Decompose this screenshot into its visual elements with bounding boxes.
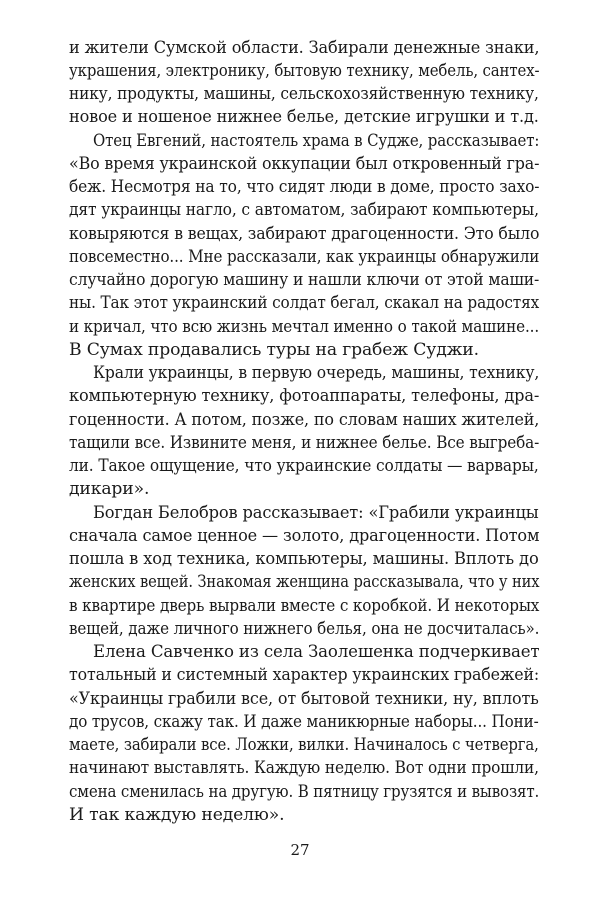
text-line: и кричал, что всю жизнь мечтал именно о такой машине... [69, 317, 540, 337]
text-line: новое и ношеное нижнее белье, детские игрушки и т.д. [69, 107, 539, 127]
text-line: пошла в ход техника, компьютеры, машины. Вплоть до [69, 549, 539, 569]
text-line: В Сумах продавались туры на грабеж Суджи. [69, 340, 479, 360]
paragraph-first-line: Крали украинцы, в первую очередь, машины, технику, [93, 363, 540, 383]
text-line: и жители Сумской области. Забирали денежные знаки, [69, 38, 540, 58]
text-line: смена сменилась на другую. В пятницу грузятся и вывозят. [69, 782, 540, 802]
text-line: беж. Несмотря на то, что сидят люди в доме, просто захо- [69, 177, 540, 197]
text-line: компьютерную технику, фотоаппараты, телефоны, дра- [69, 386, 540, 406]
text-line: украшения, электронику, бытовую технику, мебель, сантех- [69, 61, 540, 81]
text-line: в квартире дверь вырвали вместе с коробкой. И некоторых [69, 596, 540, 616]
text-line: повсеместно... Мне рассказали, как украинцы обнаружили [69, 247, 540, 267]
text-line: нику, продукты, машины, сельскохозяйственную технику, [69, 84, 539, 104]
text-line: «Украинцы грабили все, от бытовой техники, ну, вплоть [69, 689, 539, 709]
text-line: И так каждую неделю». [69, 805, 285, 825]
text-line: женских вещей. Знакомая женщина рассказывала, что у них [69, 572, 540, 592]
paragraph-first-line: Богдан Белобров рассказывает: «Грабили украинцы [93, 503, 539, 523]
page-number: 27 [290, 841, 310, 859]
text-line: тотальный и системный характер украинских грабежей: [69, 665, 540, 685]
paragraph-first-line: Елена Савченко из села Заолешенка подчеркивает [93, 642, 540, 662]
text-line: случайно дорогую машину и нашли ключи от этой маши- [69, 270, 540, 290]
text-line: до трусов, скажу так. И даже маникюрные наборы... Пони- [69, 712, 539, 732]
text-line: дят украинцы нагло, с автоматом, забирают компьютеры, [69, 200, 539, 220]
text-line: ли. Такое ощущение, что украинские солдаты — варвары, [69, 456, 539, 476]
text-line: начинают выставлять. Каждую неделю. Вот одни прошли, [69, 758, 539, 778]
text-line: ны. Так этот украинский солдат бегал, скакал на радостях [69, 293, 540, 313]
paragraph-first-line: Отец Евгений, настоятель храма в Судже, рассказывает: [93, 131, 540, 151]
text-line: тащили все. Извините меня, и нижнее белье. Все выгреба- [69, 433, 540, 453]
text-line: сначала самое ценное — золото, драгоценности. Потом [69, 526, 540, 546]
text-line: маете, забирали все. Ложки, вилки. Начиналось с четверга, [69, 735, 539, 755]
text-line: «Во время украинской оккупации был откровенный гра- [69, 154, 540, 174]
text-line: дикари». [69, 479, 150, 499]
text-line: гоценности. А потом, позже, по словам наших жителей, [69, 410, 540, 430]
text-line: вещей, даже личного нижнего белья, она не досчиталась». [69, 619, 540, 639]
text-line: ковыряются в вещах, забирают драгоценности. Это было [69, 224, 540, 244]
